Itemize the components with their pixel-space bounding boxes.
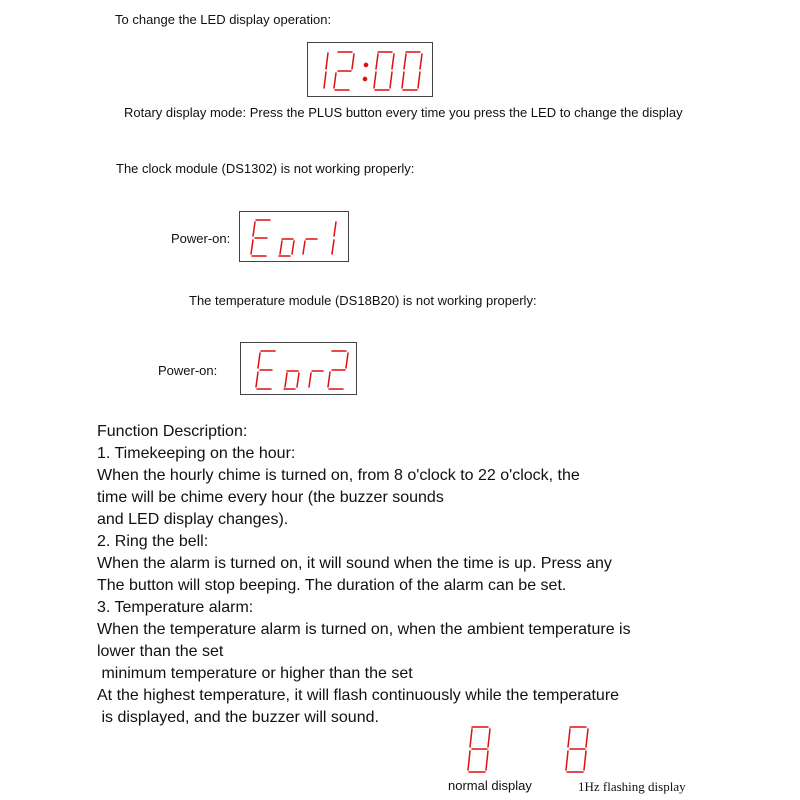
temp-error-display xyxy=(240,342,357,395)
temp-error-title: The temperature module (DS18B20) is not working properly: xyxy=(189,293,537,308)
clock-error-power-label: Power-on: xyxy=(171,231,231,246)
temp-error-power-label: Power-on: xyxy=(158,363,218,378)
function-description xyxy=(97,421,631,729)
flashing-display-label: 1Hz flashing display xyxy=(578,779,686,794)
rotary-mode-text: Rotary display mode: Press the PLUS button every time you press the LED to change the display xyxy=(124,105,683,120)
function-line: 2. Ring the bell: xyxy=(97,533,209,550)
function-line: When the temperature alarm is turned on, when the ambient temperature is xyxy=(97,621,631,638)
normal-digit xyxy=(460,722,500,778)
function-line: is displayed, and the buzzer will sound. xyxy=(97,709,379,726)
led-segments xyxy=(251,220,336,256)
function-line: 1. Timekeeping on the hour: xyxy=(97,445,296,462)
clock-error-digits xyxy=(240,212,350,263)
clock-display-digits xyxy=(308,43,434,98)
flashing-digit xyxy=(558,722,598,778)
function-line: lower than the set xyxy=(97,643,224,660)
function-line: At the highest temperature, it will flash continuously while the temperature xyxy=(97,687,620,704)
clock-error-title: The clock module (DS1302) is not working properly: xyxy=(116,161,415,176)
led-segments xyxy=(256,351,348,389)
function-line: and LED display changes). xyxy=(97,511,289,528)
temp-error-digits xyxy=(241,343,358,396)
function-line: When the alarm is turned on, it will sound when the time is up. Press any xyxy=(97,555,612,572)
led-segments xyxy=(468,727,490,772)
function-line: time will be chime every hour (the buzzer sounds xyxy=(97,489,444,506)
function-line: minimum temperature or higher than the set xyxy=(97,665,413,682)
normal-display-label: normal display xyxy=(448,778,532,793)
function-line: 3. Temperature alarm: xyxy=(97,599,254,616)
function-line: The button will stop beeping. The duration of the alarm can be set. xyxy=(97,577,567,594)
clock-error-display xyxy=(239,211,349,262)
led-segments xyxy=(324,52,422,90)
clock-display xyxy=(307,42,433,97)
function-line: Function Description: xyxy=(97,423,248,440)
intro-title: To change the LED display operation: xyxy=(115,12,332,27)
function-line: When the hourly chime is turned on, from 8 o'clock to 22 o'clock, the xyxy=(97,467,580,484)
led-segments xyxy=(566,727,588,772)
